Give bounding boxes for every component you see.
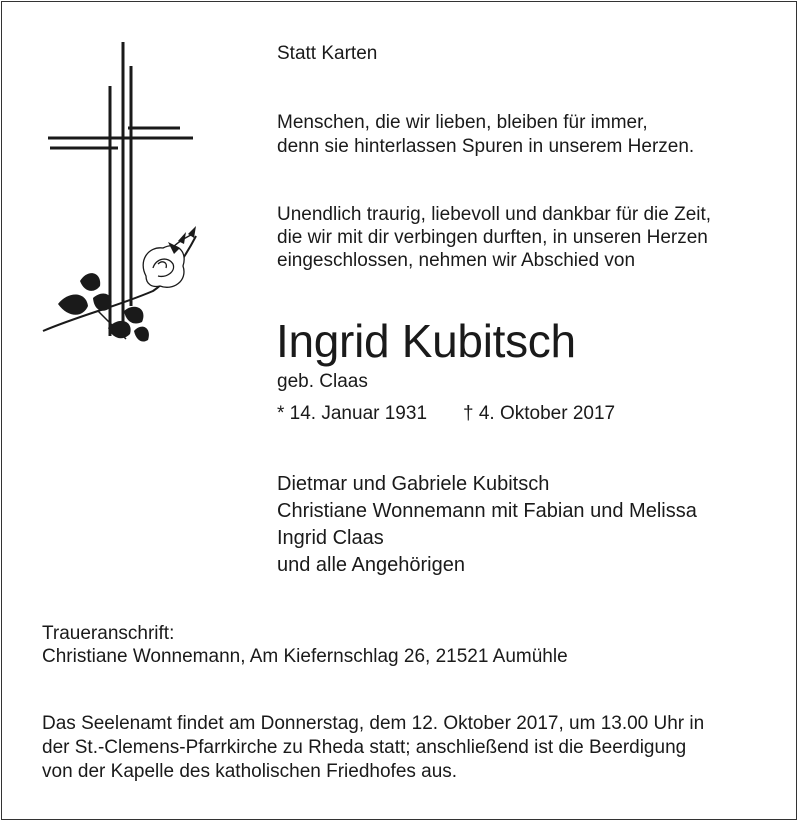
birth-date: * 14. Januar 1931 bbox=[277, 403, 428, 424]
farewell-line-3: eingeschlossen, nehmen wir Abschied von bbox=[277, 250, 636, 271]
mourner-line-2: Christiane Wonnemann mit Fabian und Melissa bbox=[277, 500, 697, 522]
address-value: Christiane Wonnemann, Am Kiefernschlag 26, 21521 Aumühle bbox=[42, 646, 568, 667]
death-date: † 4. Oktober 2017 bbox=[463, 403, 616, 424]
quote-line-2: denn sie hinterlassen Spuren in unserem Herzen. bbox=[277, 136, 695, 157]
deceased-name: Ingrid Kubitsch bbox=[276, 315, 576, 367]
service-line-3: von der Kapelle des katholischen Friedhofes aus. bbox=[42, 761, 458, 782]
farewell-line-2: die wir mit dir verbingen durften, in unseren Herzen bbox=[277, 227, 708, 248]
intro-text: Statt Karten bbox=[277, 43, 378, 64]
quote-line-1: Menschen, die wir lieben, bleiben für immer, bbox=[277, 112, 648, 133]
cross-with-rose-icon bbox=[38, 36, 208, 346]
farewell-line-1: Unendlich traurig, liebevoll und dankbar für die Zeit, bbox=[277, 204, 712, 225]
address-label: Traueranschrift: bbox=[42, 623, 175, 644]
service-line-2: der St.-Clemens-Pfarrkirche zu Rheda statt; anschließend ist die Beerdigung bbox=[42, 737, 687, 758]
maiden-name: geb. Claas bbox=[277, 371, 368, 392]
mourner-line-3: Ingrid Claas bbox=[277, 527, 384, 549]
service-line-1: Das Seelenamt findet am Donnerstag, dem 12. Oktober 2017, um 13.00 Uhr in bbox=[42, 713, 705, 734]
mourner-line-1: Dietmar und Gabriele Kubitsch bbox=[277, 473, 550, 495]
mourner-line-4: und alle Angehörigen bbox=[277, 554, 465, 576]
